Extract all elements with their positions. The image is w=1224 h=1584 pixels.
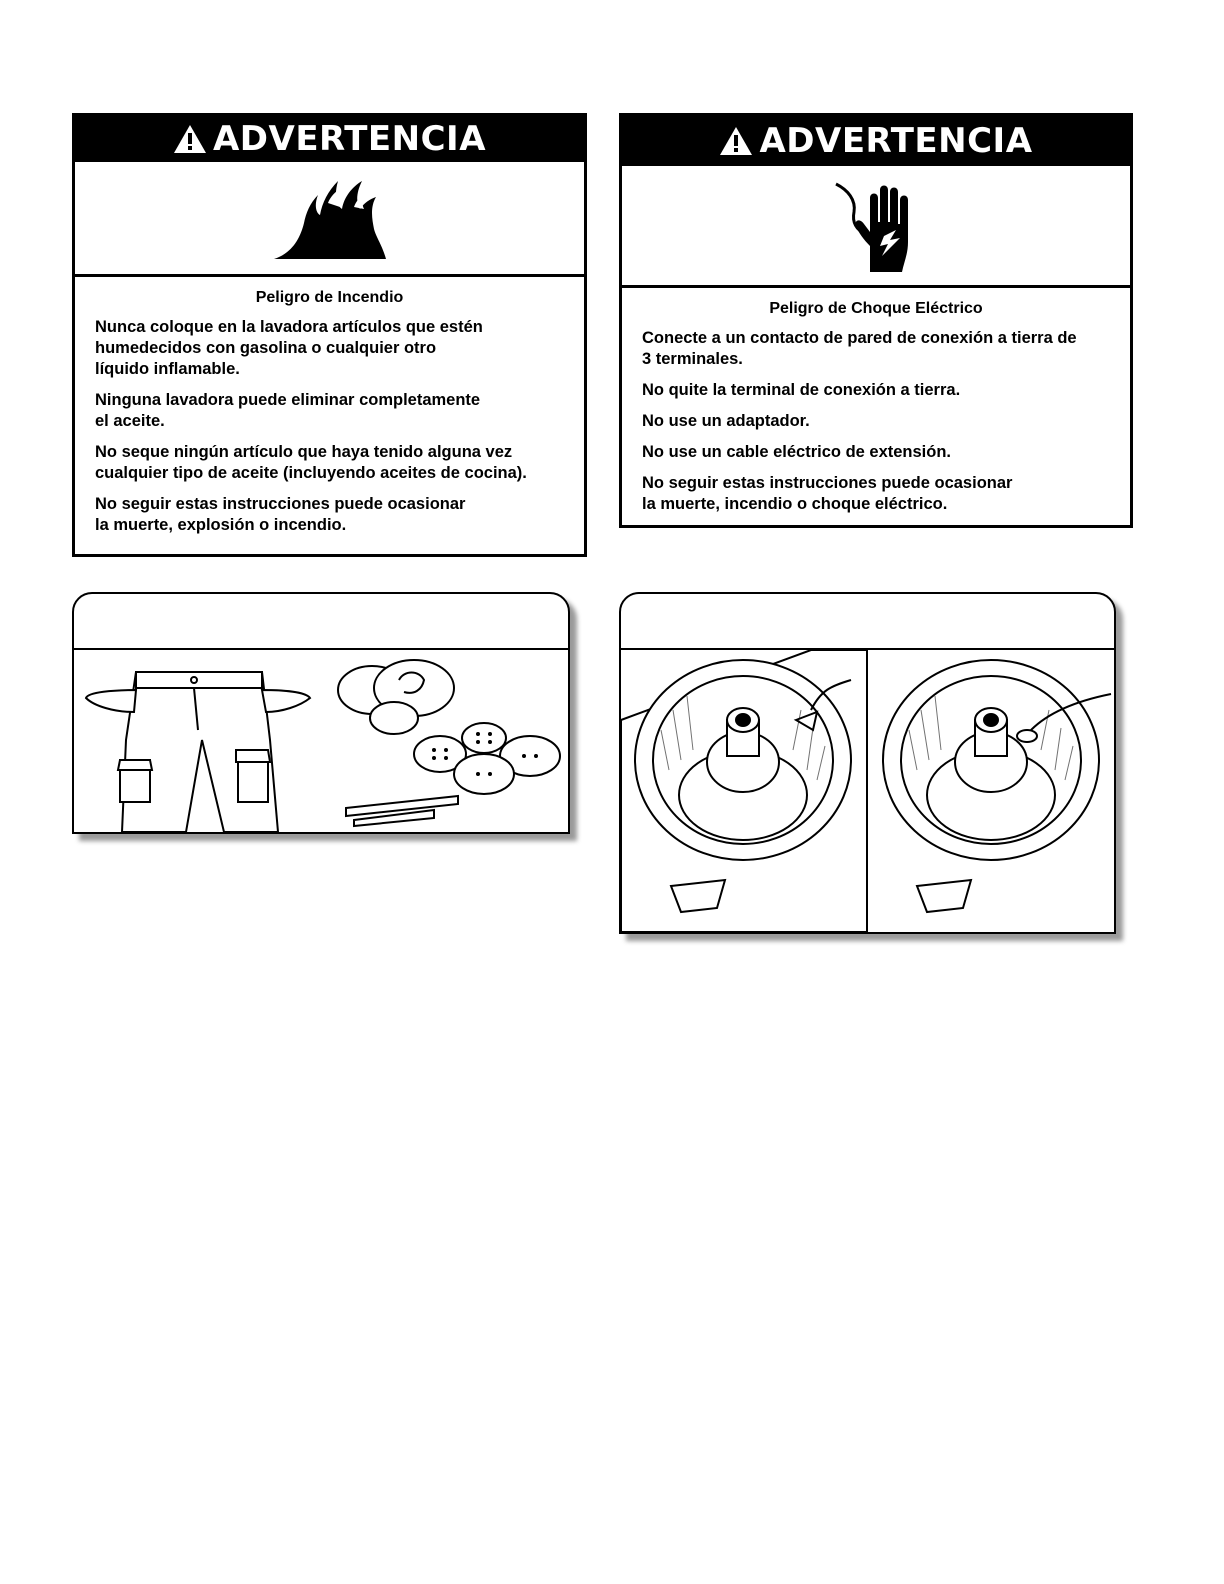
- text-line: Nunca coloque en la lavadora artículos que estén: [95, 318, 483, 336]
- warning-paragraph: [95, 442, 564, 484]
- text-line: la muerte, explosión o incendio.: [95, 516, 347, 534]
- warning-paragraph: [642, 328, 1110, 370]
- electric-shock-hand-icon: [826, 176, 926, 276]
- text-line: No use un cable eléctrico de extensión.: [642, 443, 952, 461]
- shock-warning-body: [622, 288, 1130, 515]
- warning-paragraph: [95, 317, 564, 380]
- washer-agitator-fabric-softener-illustration: [621, 650, 1114, 932]
- text-line: el aceite.: [95, 412, 165, 430]
- text-line: No seguir estas instrucciones puede ocasionar: [95, 495, 466, 513]
- hazard-title: Peligro de Choque Eléctrico: [769, 300, 983, 317]
- warning-paragraph: [642, 380, 1110, 401]
- warning-paragraph: [95, 494, 564, 536]
- warning-paragraph: [95, 390, 564, 432]
- text-line: humedecidos con gasolina o cualquier otro: [95, 339, 437, 357]
- shock-warning-box: [619, 113, 1133, 528]
- text-line: No seguir estas instrucciones puede ocasionar: [642, 474, 1013, 492]
- warning-header-text: ADVERTENCIA: [759, 121, 1033, 161]
- warning-header-text: ADVERTENCIA: [212, 119, 487, 159]
- fire-warning-body: [75, 277, 584, 536]
- text-line: la muerte, incendio o choque eléctrico.: [642, 495, 948, 513]
- text-line: No seque ningún artículo que haya tenido alguna vez: [95, 443, 513, 461]
- warning-header: [75, 116, 584, 162]
- text-line: líquido inflamable.: [95, 360, 240, 378]
- text-line: 3 terminales.: [642, 350, 743, 368]
- fire-icon-area: [75, 162, 584, 277]
- warning-paragraph: [642, 442, 1110, 463]
- pockets-illustration-panel: [72, 592, 570, 834]
- text-line: No quite la terminal de conexión a tierra.: [642, 381, 961, 399]
- warning-paragraph: [642, 473, 1110, 515]
- pants-coins-buttons-pins-illustration: [74, 650, 568, 832]
- warning-triangle-icon: [719, 126, 753, 156]
- washer-illustration-panel: [619, 592, 1116, 934]
- fire-warning-box: [72, 113, 587, 557]
- hazard-title: Peligro de Incendio: [255, 289, 404, 306]
- text-line: Ninguna lavadora puede eliminar completamente: [95, 391, 481, 409]
- warning-paragraph: [642, 411, 1110, 432]
- warning-triangle-icon: [173, 124, 207, 154]
- shock-icon-area: [622, 166, 1130, 288]
- text-line: cualquier tipo de aceite (incluyendo aceites de cocina).: [95, 464, 527, 482]
- illustration-header: [621, 594, 1114, 650]
- text-line: Conecte a un contacto de pared de conexión a tierra de: [642, 329, 1077, 347]
- fire-icon: [270, 173, 390, 263]
- warning-header: [622, 116, 1130, 166]
- text-line: No use un adaptador.: [642, 412, 810, 430]
- illustration-header: [74, 594, 568, 650]
